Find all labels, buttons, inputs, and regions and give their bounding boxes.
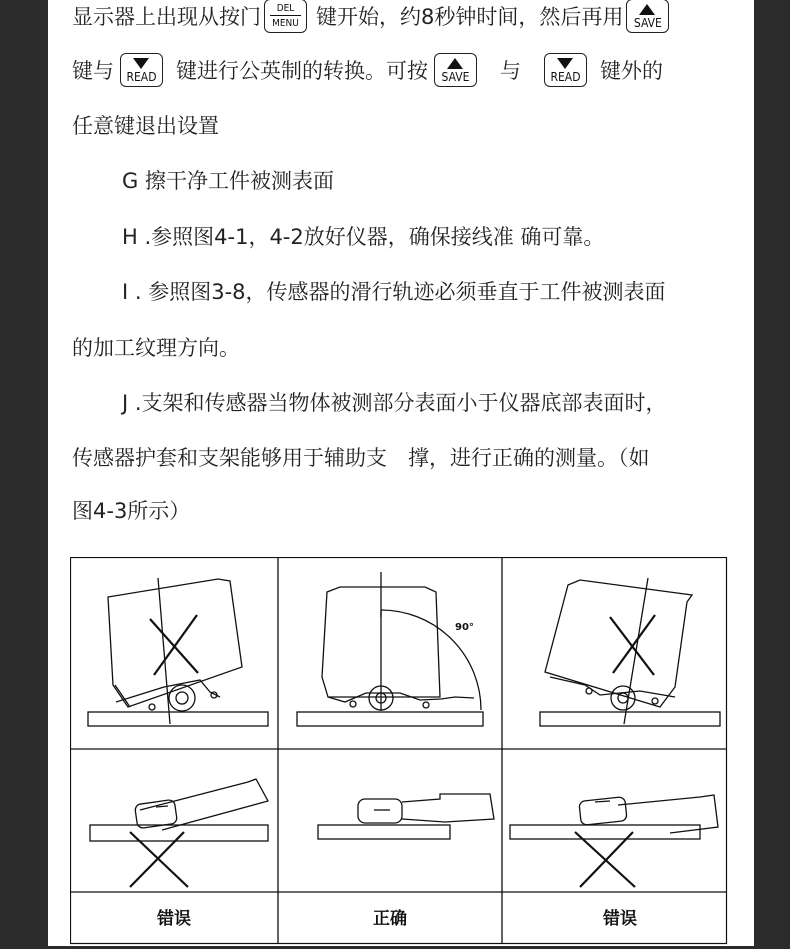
figure-drawing [70,557,728,945]
key-label: READ [126,70,157,84]
sensor-tilted-icon [510,795,718,839]
caption-wrong-right: 错误 [603,909,637,929]
text-fragment: 键与 [72,59,114,83]
del-menu-key-icon [264,0,307,33]
text-line-3: 任意键退出设置 [72,114,219,138]
key-label: MENU [272,18,299,29]
caption-correct: 正确 [373,909,407,929]
save-key-icon [434,53,477,87]
text-line-1 [72,1,672,35]
cross-mark-icon [130,832,188,887]
upright-device-icon [297,572,483,726]
text-fragment: 键开始，约8秒钟时间，然后再用 [316,5,624,29]
step-g: G 擦干净工件被测表面 [122,169,334,193]
read-key-icon [120,53,163,87]
step-j-cont: 传感器护套和支架能够用于辅助支 撑，进行正确的测量。（如 [72,446,650,470]
key-label: READ [550,70,581,84]
sensor-tilted-icon [90,779,268,841]
cross-mark-icon [575,832,635,887]
caption-wrong-left: 错误 [157,909,191,929]
text-fragment: 与 [500,59,521,83]
step-i: I . 参照图3-8，传感器的滑行轨迹必须垂直于工件被测表面 [122,280,666,304]
cross-mark-icon [610,615,655,675]
read-key-icon [544,53,587,87]
sensor-level-icon [318,794,494,839]
text-fragment: 键进行公英制的转换。可按 [176,59,428,83]
cross-mark-icon [150,615,198,675]
step-i-cont: 的加工纹理方向。 [72,336,240,360]
text-fragment: 键外的 [600,59,663,83]
tilted-right-device-icon [540,578,720,726]
text-line-2 [72,55,663,89]
text-fragment: 显示器上出现从按门 [72,5,261,29]
step-j-cont-2: 图4-3所示） [72,499,191,523]
key-label: SAVE [633,16,662,30]
figure-4-3 [70,557,728,949]
document-page [48,0,754,946]
step-h: H .参照图4-1，4-2放好仪器，确保接线准 确可靠。 [122,225,605,249]
save-key-icon [626,0,669,33]
angle-label: 90° [455,622,474,633]
key-label: DEL [276,3,295,14]
key-label: SAVE [441,70,470,84]
step-j: J .支架和传感器当物体被测部分表面小于仪器底部表面时， [122,391,667,415]
